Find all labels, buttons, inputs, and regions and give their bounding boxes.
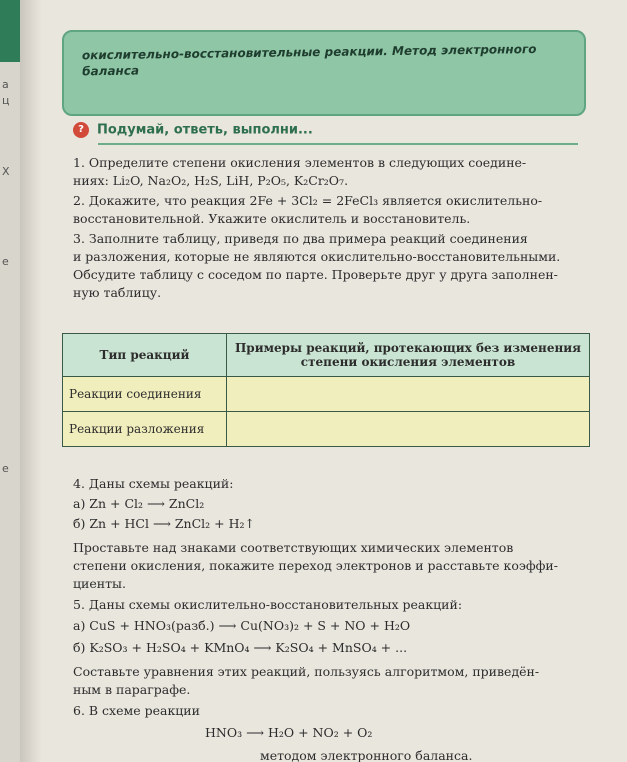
chapter-header-title: окислительно-восстановительные реакции. Метод электронного баланса [81,42,537,79]
task-5-instruction-2: ным в параграфе. [73,682,191,697]
task-5-scheme-a: а) CuS + HNO₃(разб.) ⟶ Cu(NO₃)₂ + S + NO + H₂O [73,618,411,633]
table-cell-type: Реакции соединения [63,377,227,412]
question-icon: ? [73,122,89,138]
left-page-edge [0,0,20,762]
task-4-scheme-b: б) Zn + HCl ⟶ ZnCl₂ + H₂↑ [73,516,255,531]
task-3-line-3: Обсудите таблицу с соседом по парте. Проверьте друг у друга заполнен- [73,267,558,282]
task-3-line-1: 3. Заполните таблицу, приведя по два примера реакций соединения [73,231,528,246]
left-page-green-tab [0,0,20,62]
left-page-mark: X [2,165,10,178]
table-header-row [63,334,590,377]
task-4-instruction-3: циенты. [73,576,126,591]
task-4-instruction-1: Проставьте над знаками соответствующих химических элементов [73,540,514,555]
task-6-title: 6. В схеме реакции [73,703,200,718]
reaction-types-table [62,333,590,447]
left-page-mark: a [2,78,9,91]
chapter-header-banner [62,30,586,116]
table-cell-examples [227,412,590,447]
table-cell-type: Реакции разложения [63,412,227,447]
task-5-instruction-1: Составьте уравнения этих реакций, пользуясь алгоритмом, приведён- [73,664,540,679]
task-1-line-2: ниях: Li₂O, Na₂O₂, H₂S, LiH, P₂O₅, K₂Cr₂O₇. [73,173,349,188]
task-3-line-4: ную таблицу. [73,285,162,300]
textbook-page [20,0,627,762]
task-5-scheme-b: б) K₂SO₃ + H₂SO₄ + KMnO₄ ⟶ K₂SO₄ + MnSO₄ + ... [73,640,408,655]
table-header-examples: Примеры реакций, протекающих без изменения степени окисления элементов [227,334,590,377]
section-title: Подумай, ответь, выполни... [97,122,313,138]
section-divider [98,143,578,145]
left-page-mark: e [2,255,9,268]
section-heading [73,122,313,138]
task-5-title: 5. Даны схемы окислительно-восстановительных реакций: [73,597,463,612]
task-2-line-1: 2. Докажите, что реакция 2Fe + 3Cl₂ = 2FeCl₃ является окислительно- [73,193,543,208]
task-6-equation: HNO₃ ⟶ H₂O + NO₂ + O₂ [205,725,373,740]
task-1-line-1: 1. Определите степени окисления элементов в следующих соедине- [73,155,527,170]
task-6-tail: методом электронного баланса. [260,748,473,762]
table-row [63,377,590,412]
table-row [63,412,590,447]
table-header-type: Тип реакций [63,334,227,377]
table-cell-examples [227,377,590,412]
task-3-line-2: и разложения, которые не являются окислительно-восстановительными. [73,249,561,264]
task-4-instruction-2: степени окисления, покажите переход электронов и расставьте коэффи- [73,558,558,573]
task-4-title: 4. Даны схемы реакций: [73,476,234,491]
left-page-mark: ц [2,94,10,107]
task-2-line-2: восстановительной. Укажите окислитель и восстановитель. [73,211,471,226]
task-4-scheme-a: а) Zn + Cl₂ ⟶ ZnCl₂ [73,496,205,511]
left-page-mark: e [2,462,9,475]
